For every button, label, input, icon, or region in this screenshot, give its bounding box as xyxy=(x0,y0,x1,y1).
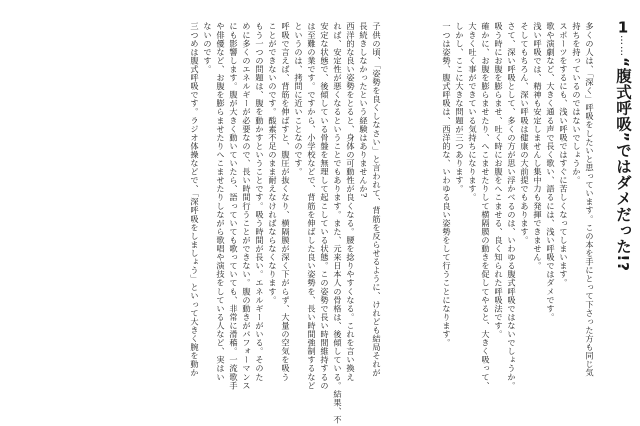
right-page-line: 持ちを持っているのではないでしょうか。 xyxy=(572,22,582,185)
left-page-line: は至難の業です。ですから、小学校などで、背筋を伸ばした良い姿勢を、長い時間強制するなど xyxy=(307,22,317,390)
right-page-line: そしてもちろん、深い呼吸は健康の大前提でもあります。 xyxy=(520,22,530,245)
left-page-line: 三つめは腹式呼吸です。ラジオ体操などで、「深呼吸をしましょう」といって大きく腕を動か xyxy=(190,22,200,377)
left-page-line: にも影響します。腹が大きく動いていたら、語っていても歌っていても、非常に滑稽。一流歌手 xyxy=(229,22,239,390)
right-page-line: 吸う時にお腹を膨らませ、吐く時にお腹をへこませる、良く知られた呼吸法です。 xyxy=(494,22,504,339)
right-page-line: 多くの人は、「深く」呼吸をしたいと思っています。この本を手にとって下さった方も同じ気 xyxy=(585,22,595,377)
left-page-line: 長続きしなかったという経験はありませんか? xyxy=(359,22,369,198)
left-page-line: 西洋的な良い姿勢をとると、身体の可動性が良くなる。腰を捻りやすくなる。これを言い換え xyxy=(346,22,356,382)
left-page-line: めに多くのエネルギーが必要なので、長い時間行うことができない。腹の動きがパフォーマンス xyxy=(242,22,252,390)
chapter-dots: …… xyxy=(618,35,629,57)
right-page-line: 一つは姿勢、腹式呼吸は、西洋的な、いわゆる良い姿勢をして行うことになります。 xyxy=(442,22,452,347)
right-page-line: しかし、ここに大きな問題が三つあります。 xyxy=(455,22,465,193)
chapter-number: 1 xyxy=(617,20,629,35)
left-page-line: もう一つの問題は、腹を動かすということです。吸う時間が長い。エネルギーがいる。そのた xyxy=(255,22,265,382)
right-page-line: 確かに、お腹を膨らませたり、へこませたりして横隔膜の動きを促してやると、大きく吸って、 xyxy=(481,22,491,390)
right-page-line: さて、深い呼吸として、多くの方が思い浮かべるのは、いわゆる腹式呼吸ではないでしょうか。 xyxy=(507,22,517,390)
left-page-line: 呼吸で言えば、背筋を伸ばすと、腹圧が抜くなり、横隔膜が深く下がらず、大量の空気を吸う xyxy=(281,22,291,382)
right-page-line: 歌や演劇など、大きく通る声で長く歌い、語るには、浅い呼吸ではダメです。 xyxy=(546,22,556,322)
right-page-line: スポーツをするにも、浅い呼吸ではすぐに苦しくなってしまいます。 xyxy=(559,22,569,288)
right-page-line: 大きく吐く事ができている気持ちになります。 xyxy=(468,22,478,202)
left-page-line: や俳優など、お腹を膨らませたりへこませたりしながら歌唱や演技をしている人など、実はい xyxy=(216,22,226,382)
left-page-line: 安定な状態で、後傾している骨盤を無理して起こしている状態。この姿勢で長い時間維持するの xyxy=(320,22,330,390)
chapter-heading xyxy=(600,20,634,410)
right-page-line: 浅い呼吸では、精神も安定しませんし集中力も発揮できません。 xyxy=(533,22,543,270)
left-page-line: れば、安定性が悪くなるということでもあります。また、元来日本人の骨格は、後傾している。結果、不 xyxy=(333,22,343,424)
left-page-line: 子供の頃、「姿勢を良くしなさい」と言われて、背筋を反らせるように、けれども結局それが xyxy=(372,22,382,377)
left-page-line: というのは、拷問に近いことなのです。 xyxy=(294,22,304,176)
left-page-line: ないのです。 xyxy=(203,22,213,74)
left-page-line: ことができないのです。酸素不足のまま耐えなければならなくなります。 xyxy=(268,22,278,305)
chapter-title: “腹式呼吸”ではダメだった!? xyxy=(614,57,632,272)
